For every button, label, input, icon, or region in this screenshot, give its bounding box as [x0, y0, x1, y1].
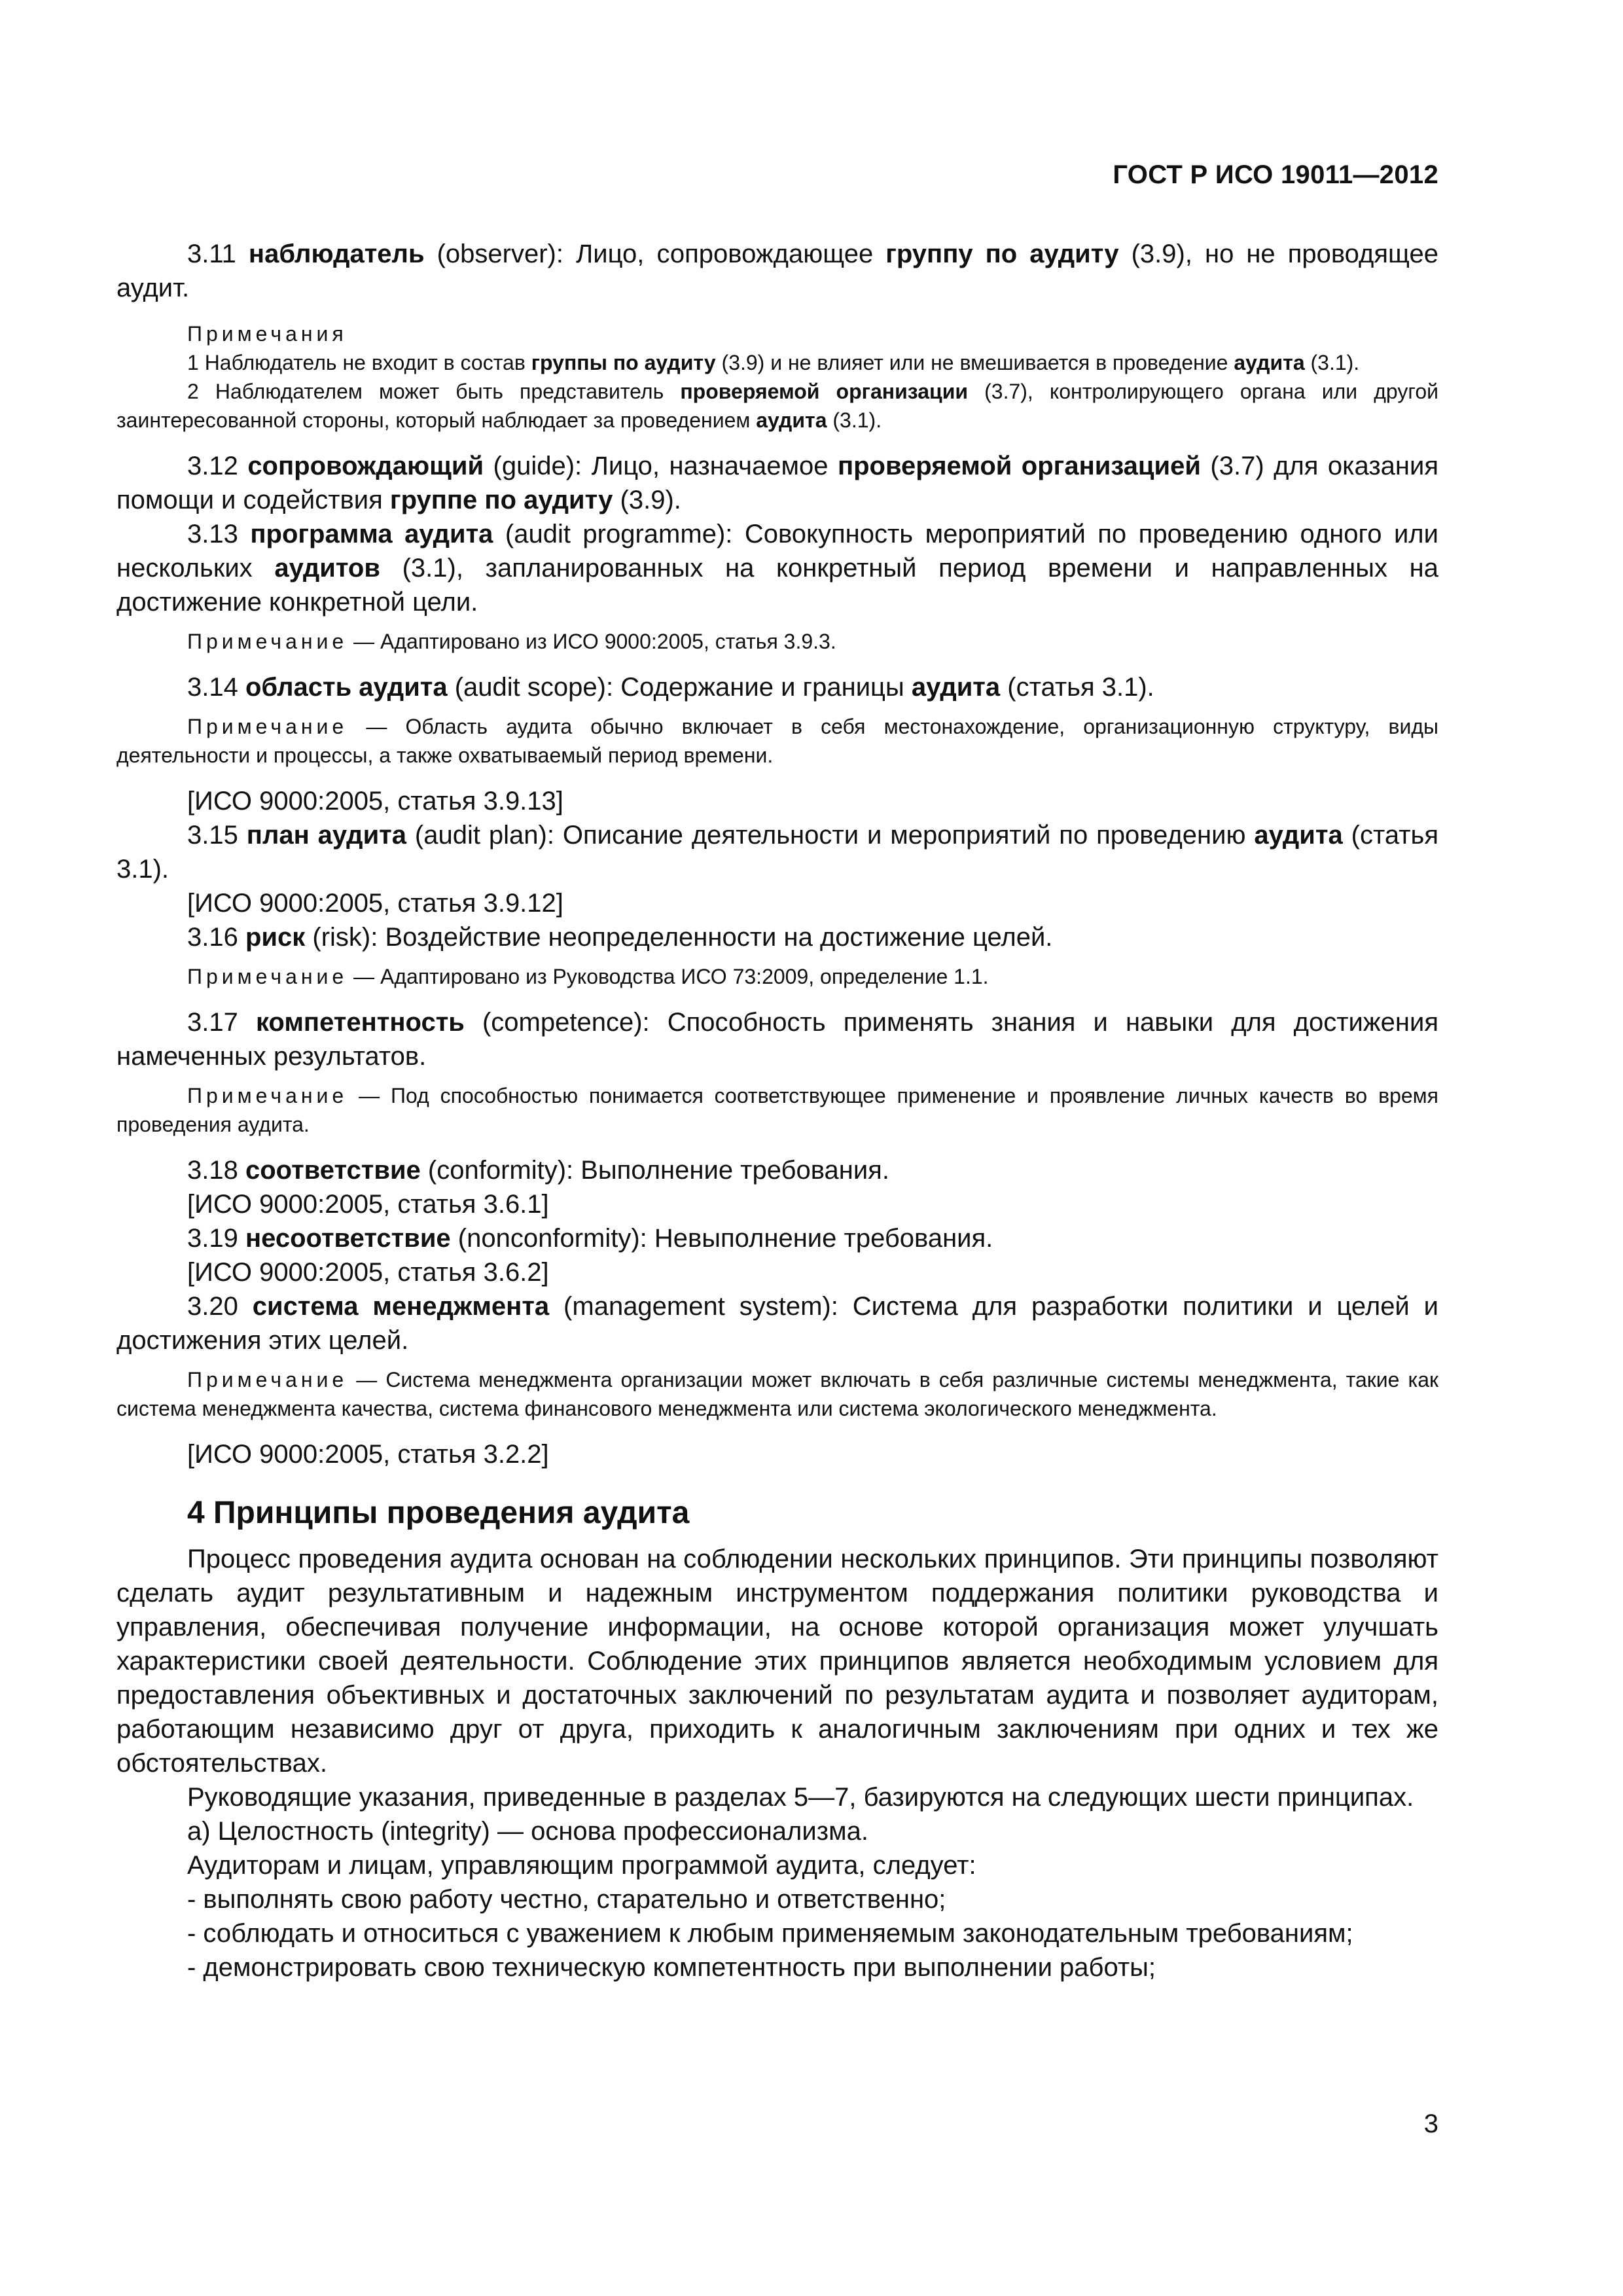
page-content [116, 237, 1438, 1984]
reference: [ИСО 9000:2005, статья 3.6.1] [187, 1190, 549, 1219]
reference: [ИСО 9000:2005, статья 3.9.12] [187, 889, 563, 918]
term-number: 3.15 [187, 821, 247, 850]
term-number: 3.18 [187, 1156, 245, 1185]
note-item [116, 1081, 1438, 1139]
term-ref-bold: аудита [1254, 821, 1343, 850]
note-text: (3.7), контролирующего органа или другой заинтересованной стороны, который наблюдает за проведением [116, 380, 1439, 432]
document-code-header: ГОСТ Р ИСО 19011—2012 [1113, 160, 1438, 189]
note-label: Примечание [187, 1084, 348, 1107]
term-title: наблюдатель [248, 240, 425, 268]
term-ref-bold: аудита [911, 673, 1001, 702]
term-title: система менеджмента [252, 1292, 550, 1321]
note-bold: аудита [756, 408, 827, 432]
note-label: Примечание [187, 630, 348, 653]
note-bold: аудита [1234, 351, 1305, 374]
term-text: (management system): Система для разработки политики и целей и достижения этих целей. [116, 1292, 1439, 1355]
reference: [ИСО 9000:2005, статья 3.6.2] [187, 1258, 549, 1287]
note-text: — Область аудита обычно включает в себя местонахождение, организационную структуру, виды деятельности и процессы, а также охватываемый период времени. [116, 715, 1438, 767]
reference: [ИСО 9000:2005, статья 3.9.13] [187, 787, 563, 816]
term-number: 3.11 [187, 240, 249, 268]
term-3-11 [116, 237, 1438, 305]
term-text: (observer): Лицо, сопровождающее [424, 240, 886, 268]
list-item: - демонстрировать свою техническую компетентность при выполнении работы; [187, 1953, 1156, 1982]
term-3-19 [116, 1221, 1438, 1255]
term-title: несоответствие [245, 1224, 451, 1253]
term-text: (3.7) для оказания помощи и содействия [116, 452, 1438, 514]
reference: [ИСО 9000:2005, статья 3.2.2] [187, 1440, 549, 1469]
note-text: — Адаптировано из Руководства ИСО 73:2009, определение 1.1. [348, 965, 989, 988]
note-text: — Под способностью понимается соответствующее применение и проявление личных качеств во время проведения аудита. [116, 1084, 1438, 1136]
term-text: (nonconformity): Невыполнение требования. [450, 1224, 993, 1253]
term-3-20 [116, 1289, 1438, 1357]
term-3-12 [116, 449, 1438, 517]
term-ref-bold: группу по аудиту [885, 240, 1119, 268]
note-item [116, 627, 1438, 656]
note-item [116, 348, 1438, 377]
term-title: компетентность [255, 1008, 465, 1037]
note-label: Примечание [187, 715, 348, 738]
term-number: 3.16 [187, 923, 245, 952]
term-ref-bold: аудитов [274, 554, 380, 583]
term-text: (3.9), но не проводящее аудит. [116, 240, 1438, 302]
term-number: 3.20 [187, 1292, 253, 1321]
term-ref-bold: группе по аудиту [389, 486, 613, 514]
term-title: план аудита [246, 821, 406, 850]
note-text: (3.1). [1304, 351, 1360, 374]
term-title: сопровождающий [247, 452, 484, 480]
term-3-15 [116, 818, 1438, 886]
section-heading: 4 Принципы проведения аудита [187, 1496, 690, 1530]
term-3-16 [116, 920, 1438, 954]
term-title: риск [245, 923, 306, 952]
term-number: 3.13 [187, 520, 251, 548]
note-text: 1 Наблюдатель не входит в состав [187, 351, 531, 374]
page-number: 3 [1423, 2109, 1438, 2138]
term-3-18 [116, 1153, 1438, 1187]
term-text: (guide): Лицо, назначаемое [484, 452, 838, 480]
term-title: соответствие [245, 1156, 421, 1185]
term-number: 3.19 [187, 1224, 245, 1253]
paragraph: Процесс проведения аудита основан на соблюдении нескольких принципов. Эти принципы позволяют сделать аудит результативным и надежным инструментом поддержания политики руководства и управления, обеспечивая получение информации, на основе которой организация может улучшать характеристики своей деятельности. Соблюдение этих принципов является необходимым условием для предоставления объективных и достаточных заключений по результатам аудита и позволяет аудиторам, работающим независимо друг от друга, приходить к аналогичным заключениям при одних и тех же обстоятельствах. [116, 1545, 1438, 1778]
term-text: (3.1), запланированных на конкретный период времени и направленных на достижение конкретной цели. [116, 554, 1438, 617]
term-text: (competence): Способность применять знания и навыки для достижения намеченных результатов. [116, 1008, 1438, 1071]
term-text: (статья 3.1). [1000, 673, 1154, 702]
note-label: Примечание [187, 1368, 348, 1391]
term-text: (audit plan): Описание деятельности и мероприятий по проведению [406, 821, 1255, 850]
note-bold: проверяемой организации [680, 380, 969, 403]
term-text: (audit programme): Совокупность мероприятий по проведению одного или нескольких [116, 520, 1438, 583]
term-3-14 [116, 670, 1438, 704]
note-text: (3.1). [827, 408, 882, 432]
term-text: (conformity): Выполнение требования. [420, 1156, 889, 1185]
term-text: (risk): Воздействие неопределенности на достижение целей. [305, 923, 1053, 952]
term-ref-bold: проверяемой организацией [837, 452, 1201, 480]
term-number: 3.12 [187, 452, 248, 480]
note-item [116, 962, 1438, 991]
term-text: (audit scope): Содержание и границы [447, 673, 912, 702]
note-text: (3.9) и не влияет или не вмешивается в проведение [715, 351, 1234, 374]
paragraph: Аудиторам и лицам, управляющим программой аудита, следует: [187, 1851, 976, 1880]
note-item [116, 712, 1438, 770]
term-title: программа аудита [250, 520, 493, 548]
note-label: Примечание [187, 965, 348, 988]
term-3-13 [116, 517, 1438, 619]
note-text: — Адаптировано из ИСО 9000:2005, статья 3.9.3. [348, 630, 836, 653]
list-item: - выполнять свою работу честно, старательно и ответственно; [187, 1885, 946, 1914]
notes-label: Примечания [187, 322, 348, 346]
note-text: — Система менеджмента организации может включать в себя различные системы менеджмента, такие как система менеджмента качества, система финансового менеджмента или система экологического менеджмента. [116, 1368, 1438, 1420]
term-text: (статья 3.1). [116, 821, 1439, 884]
term-title: область аудита [245, 673, 448, 702]
paragraph: Руководящие указания, приведенные в разделах 5—7, базируются на следующих шести принципах. [187, 1783, 1414, 1812]
note-item [116, 1365, 1438, 1423]
list-item: - соблюдать и относиться с уважением к любым применяемым законодательным требованиям; [187, 1919, 1353, 1948]
note-bold: группы по аудиту [531, 351, 716, 374]
term-3-17 [116, 1005, 1438, 1073]
term-number: 3.14 [187, 673, 245, 702]
term-number: 3.17 [187, 1008, 256, 1037]
note-text: 2 Наблюдателем может быть представитель [187, 380, 681, 403]
note-item [116, 377, 1438, 435]
paragraph: а) Целостность (integrity) — основа профессионализма. [187, 1817, 868, 1846]
term-text: (3.9). [613, 486, 681, 514]
